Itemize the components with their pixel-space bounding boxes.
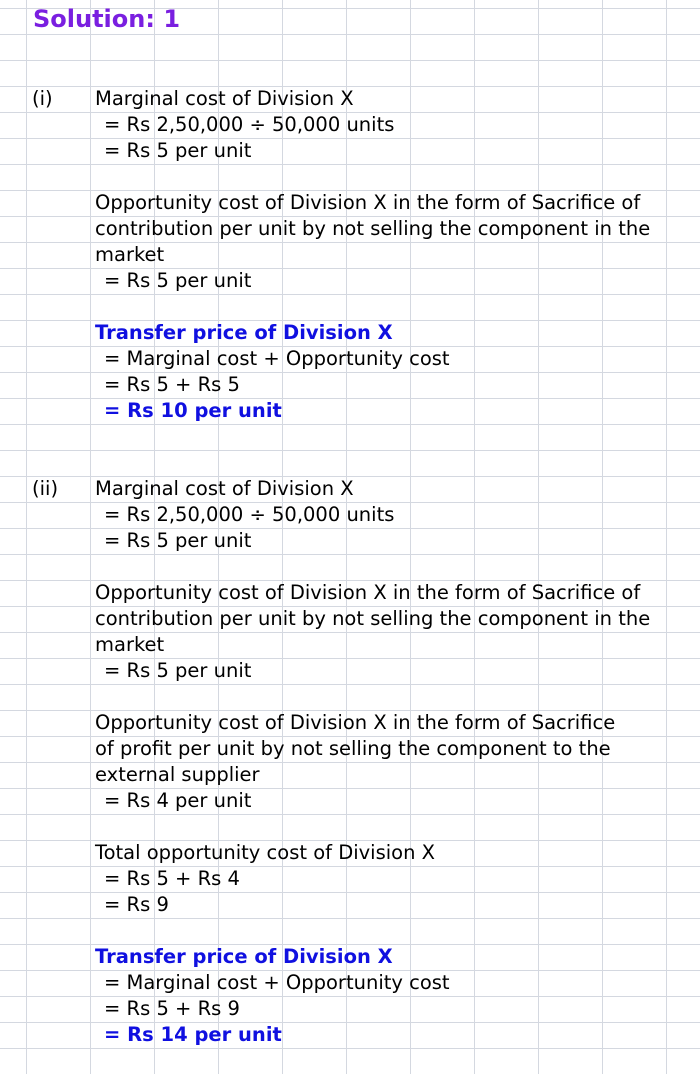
part-i-marginal-heading: Marginal cost of Division X <box>95 87 354 110</box>
part-ii-total-opp-heading: Total opportunity cost of Division X <box>95 841 436 864</box>
part-i-transfer-price-result: = Rs 10 per unit <box>104 399 282 422</box>
part-ii-label: (ii) <box>32 477 59 500</box>
part-i-transfer-price-formula: = Marginal cost + Opportunity cost <box>104 347 450 370</box>
part-ii-total-opp-calc: = Rs 5 + Rs 4 <box>104 867 240 890</box>
part-ii-opp1-line1: Opportunity cost of Division X in the form of Sacrifice of <box>95 581 641 604</box>
part-ii-opp1-result: = Rs 5 per unit <box>104 659 252 682</box>
part-i-opp-line1: Opportunity cost of Division X in the form of Sacrifice of <box>95 191 641 214</box>
part-ii-opp2-line3: external supplier <box>95 763 260 786</box>
part-ii-transfer-price-formula: = Marginal cost + Opportunity cost <box>104 971 450 994</box>
part-i-label: (i) <box>32 87 53 110</box>
part-ii-opp2-line2: of profit per unit by not selling the component to the <box>95 737 611 760</box>
part-ii-opp1-line2: contribution per unit by not selling the component in the <box>95 607 651 630</box>
part-i-opp-result: = Rs 5 per unit <box>104 269 252 292</box>
part-ii-opp1-line3: market <box>95 633 165 656</box>
part-i-transfer-price-calc: = Rs 5 + Rs 5 <box>104 373 240 396</box>
part-ii-marginal-heading: Marginal cost of Division X <box>95 477 354 500</box>
part-ii-marginal-result: = Rs 5 per unit <box>104 529 252 552</box>
part-i-marginal-calc: = Rs 2,50,000 ÷ 50,000 units <box>104 113 395 136</box>
part-ii-opp2-result: = Rs 4 per unit <box>104 789 252 812</box>
part-ii-opp2-line1: Opportunity cost of Division X in the form of Sacrifice <box>95 711 616 734</box>
part-i-transfer-price-heading: Transfer price of Division X <box>95 321 393 344</box>
part-ii-total-opp-result: = Rs 9 <box>104 893 169 916</box>
part-ii-transfer-price-heading: Transfer price of Division X <box>95 945 393 968</box>
part-ii-transfer-price-calc: = Rs 5 + Rs 9 <box>104 997 240 1020</box>
part-ii-transfer-price-result: = Rs 14 per unit <box>104 1023 282 1046</box>
part-i-opp-line2: contribution per unit by not selling the component in the <box>95 217 651 240</box>
part-i-opp-line3: market <box>95 243 165 266</box>
part-i-marginal-result: = Rs 5 per unit <box>104 139 252 162</box>
solution-title: Solution: 1 <box>33 5 181 33</box>
part-ii-marginal-calc: = Rs 2,50,000 ÷ 50,000 units <box>104 503 395 526</box>
